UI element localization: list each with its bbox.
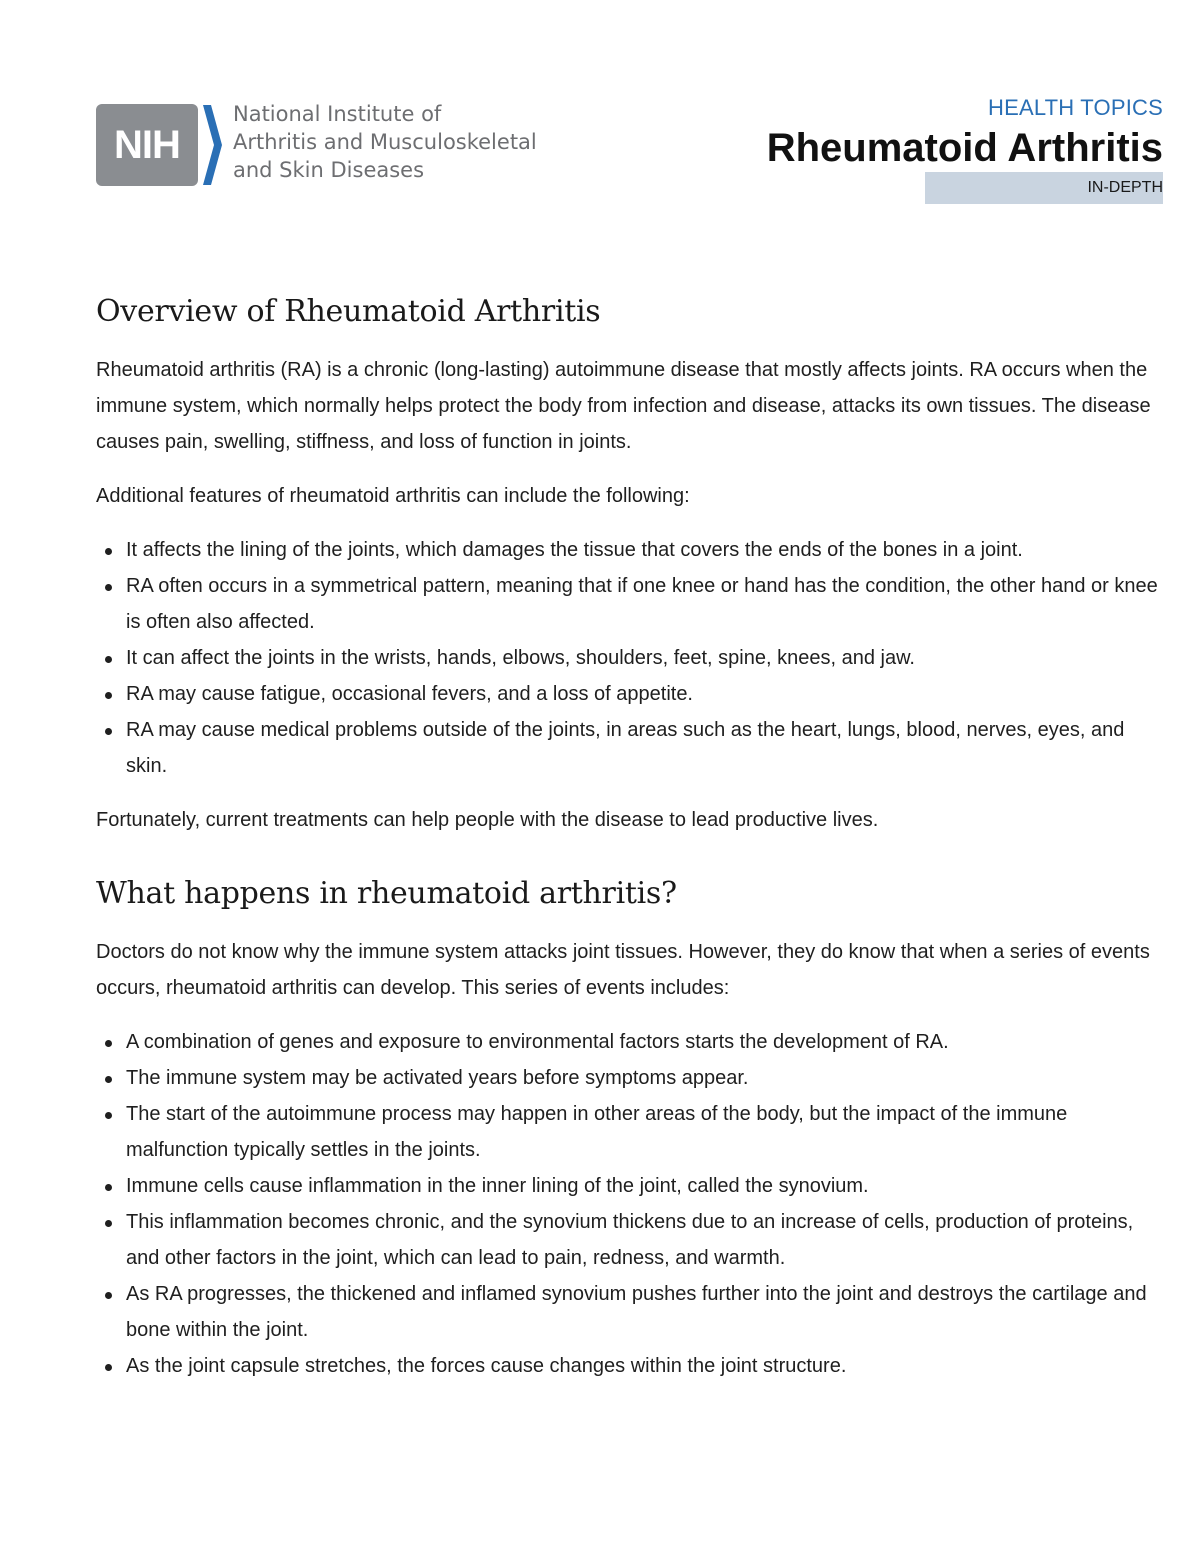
- list-item: [96, 568, 1166, 640]
- list-item-text: It affects the lining of the joints, which damages the tissue that covers the ends of the bones in a joint.: [126, 539, 1023, 561]
- bullet-icon: [105, 728, 112, 735]
- list-item: [96, 712, 1166, 784]
- list-item: [96, 532, 1166, 568]
- depth-badge: IN-DEPTH: [925, 172, 1163, 204]
- list-item: [96, 1096, 1166, 1168]
- list-item-text: RA may cause fatigue, occasional fevers, and a loss of appetite.: [126, 683, 693, 705]
- section-heading: What happens in rheumatoid arthritis?: [96, 876, 677, 911]
- bullet-icon: [105, 1076, 112, 1083]
- list-item-text: It can affect the joints in the wrists, hands, elbows, shoulders, feet, spine, knees, and jaw.: [126, 647, 915, 669]
- nih-logo-box: NIH: [96, 104, 198, 186]
- bullet-icon: [105, 1112, 112, 1119]
- list-item: [96, 640, 1166, 676]
- paragraph: Additional features of rheumatoid arthritis can include the following:: [96, 485, 690, 507]
- paragraph: Doctors do not know why the immune system attacks joint tissues. However, they do know that when a series of events occurs, rheumatoid arthritis can develop. This series of events includes:: [96, 941, 1150, 999]
- list-item-text: As RA progresses, the thickened and inflamed synovium pushes further into the joint and destroys the cartilage and bone within the joint.: [126, 1283, 1147, 1341]
- list-item-text: This inflammation becomes chronic, and the synovium thickens due to an increase of cells, production of proteins, and other factors in the joint, which can lead to pain, redness, and warmth.: [126, 1211, 1134, 1269]
- list-item-text: RA may cause medical problems outside of the joints, in areas such as the heart, lungs, blood, nerves, eyes, and skin.: [126, 719, 1125, 777]
- institute-name-line: and Skin Diseases: [233, 158, 425, 182]
- list-item: [96, 676, 1166, 712]
- topic-header: [767, 94, 1163, 170]
- events-list: [96, 1024, 1166, 1384]
- nih-chevron-icon: [201, 103, 223, 187]
- list-item-text: RA often occurs in a symmetrical pattern, meaning that if one knee or hand has the condition, the other hand or knee is often also affected.: [126, 575, 1158, 633]
- bullet-icon: [105, 1040, 112, 1047]
- section-heading: Overview of Rheumatoid Arthritis: [96, 294, 601, 329]
- topic-category[interactable]: HEALTH TOPICS: [988, 95, 1163, 120]
- bullet-icon: [105, 1364, 112, 1371]
- list-item: [96, 1276, 1166, 1348]
- paragraph: Rheumatoid arthritis (RA) is a chronic (long-lasting) autoimmune disease that mostly affects joints. RA occurs when the immune system, which normally helps protect the body from infection and disease, attacks its own tissues. The disease causes pain, swelling, stiffness, and loss of function in joints.: [96, 359, 1151, 453]
- institute-name-line: National Institute of: [233, 102, 442, 126]
- features-list: [96, 532, 1166, 784]
- main-content: [96, 290, 1166, 1402]
- bullet-icon: [105, 584, 112, 591]
- bullet-icon: [105, 1184, 112, 1191]
- bullet-icon: [105, 1292, 112, 1299]
- paragraph: Fortunately, current treatments can help people with the disease to lead productive lives.: [96, 809, 879, 831]
- institute-name-line: Arthritis and Musculoskeletal: [233, 130, 537, 154]
- institute-name: [233, 100, 537, 184]
- list-item-text: As the joint capsule stretches, the forces cause changes within the joint structure.: [126, 1355, 847, 1377]
- bullet-icon: [105, 692, 112, 699]
- list-item: [96, 1348, 1166, 1384]
- overview-section: [96, 290, 1166, 838]
- list-item: [96, 1168, 1166, 1204]
- list-item: [96, 1204, 1166, 1276]
- list-item-text: The immune system may be activated years before symptoms appear.: [126, 1067, 749, 1089]
- list-item: [96, 1024, 1166, 1060]
- topic-title: Rheumatoid Arthritis: [766, 126, 1163, 170]
- bullet-icon: [105, 548, 112, 555]
- bullet-icon: [105, 1220, 112, 1227]
- list-item-text: A combination of genes and exposure to environmental factors starts the development of RA.: [126, 1031, 949, 1053]
- what-happens-section: [96, 872, 1166, 1384]
- list-item: [96, 1060, 1166, 1096]
- bullet-icon: [105, 656, 112, 663]
- list-item-text: Immune cells cause inflammation in the inner lining of the joint, called the synovium.: [126, 1175, 869, 1197]
- niams-logo[interactable]: [96, 103, 537, 187]
- list-item-text: The start of the autoimmune process may happen in other areas of the body, but the impact of the immune malfunction typically settles in the joints.: [126, 1103, 1068, 1161]
